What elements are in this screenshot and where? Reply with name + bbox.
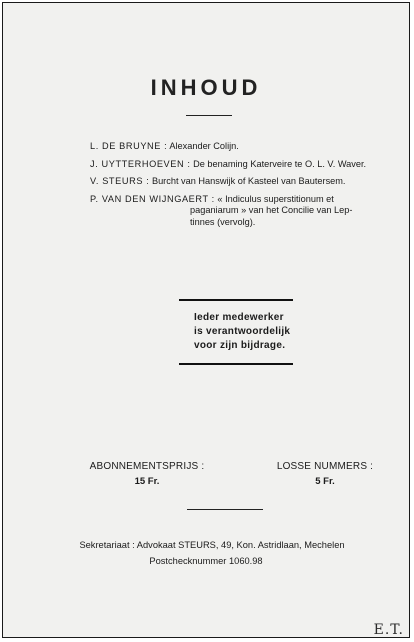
notice-line: is verantwoordelijk bbox=[194, 326, 291, 337]
postcheck-number: Postchecknummer 1060.98 bbox=[149, 556, 263, 566]
toc-title: « Indiculus superstitionum et bbox=[217, 193, 334, 204]
secretariat-address: Sekretariaat : Advokaat STEURS, 49, Kon. Astridlaan, Mechelen bbox=[79, 540, 345, 550]
toc-author: L. DE BRUYNE : bbox=[90, 141, 168, 151]
watermark: E.T. bbox=[373, 622, 404, 638]
contributor-notice bbox=[179, 299, 293, 365]
document-page bbox=[3, 3, 409, 637]
toc-title-continued: paganiarum » van het Concilie van Lep- bbox=[190, 205, 353, 215]
single-issue-value: 5 Fr. bbox=[315, 476, 335, 487]
toc-entry bbox=[90, 141, 380, 153]
subscription-label: ABONNEMENTSPRIJS : bbox=[89, 461, 205, 472]
toc-title: Alexander Colijn. bbox=[169, 141, 239, 151]
toc-author: V. STEURS : bbox=[90, 176, 150, 186]
page-frame bbox=[2, 2, 410, 638]
toc-entry bbox=[90, 194, 380, 229]
secretariat-footer bbox=[3, 537, 409, 569]
footer-divider bbox=[187, 509, 263, 510]
table-of-contents bbox=[90, 141, 380, 234]
toc-title: Burcht van Hanswijk of Kasteel van Bautersem. bbox=[151, 176, 346, 186]
notice-line: Ieder medewerker bbox=[194, 312, 284, 323]
toc-author: J. UYTTERHOEVEN : bbox=[90, 158, 191, 169]
toc-entry bbox=[90, 176, 380, 188]
subscription-value: 15 Fr. bbox=[134, 476, 160, 487]
toc-title: De benaming Katerveire te O. L. V. Waver. bbox=[193, 158, 367, 169]
title-divider bbox=[186, 115, 232, 116]
toc-author: P. VAN DEN WIJNGAERT : bbox=[90, 193, 215, 204]
toc-entry bbox=[90, 159, 380, 171]
subscription-price bbox=[89, 461, 205, 487]
single-issue-label: LOSSE NUMMERS : bbox=[276, 461, 374, 472]
notice-line: voor zijn bijdrage. bbox=[194, 340, 286, 351]
page-title: INHOUD bbox=[150, 75, 262, 100]
toc-title-continued: tinnes (vervolg). bbox=[190, 216, 256, 227]
notice-text bbox=[194, 311, 290, 353]
single-issue-price bbox=[275, 461, 375, 487]
